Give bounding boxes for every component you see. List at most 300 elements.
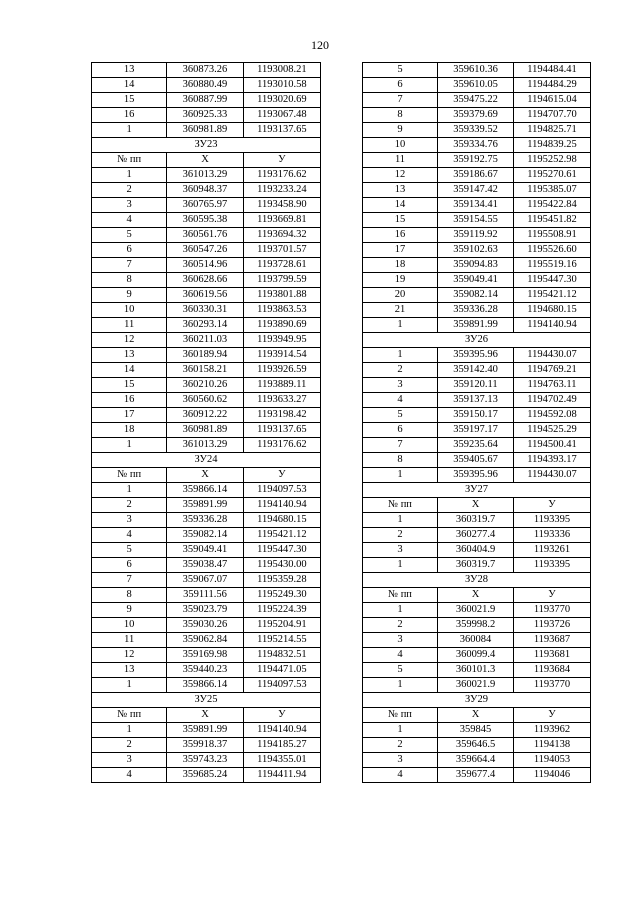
- column-header-x: X: [167, 708, 243, 723]
- point-number-cell: 3: [92, 198, 167, 213]
- y-coordinate-cell: 1193770: [514, 678, 591, 693]
- x-coordinate-cell: 359866.14: [167, 678, 243, 693]
- x-coordinate-cell: 360619.56: [167, 288, 243, 303]
- y-coordinate-cell: 1193067.48: [243, 108, 320, 123]
- table-row: [92, 243, 321, 258]
- y-coordinate-cell: 1193336: [514, 528, 591, 543]
- x-coordinate-cell: 359395.96: [438, 468, 514, 483]
- point-number-cell: 7: [92, 573, 167, 588]
- x-coordinate-cell: 360560.62: [167, 393, 243, 408]
- y-coordinate-cell: 1194430.07: [514, 348, 591, 363]
- y-coordinate-cell: 1193176.62: [243, 168, 320, 183]
- point-number-cell: 9: [92, 603, 167, 618]
- table-row: [363, 138, 591, 153]
- x-coordinate-cell: 359918.37: [167, 738, 243, 753]
- column-header-y: У: [243, 708, 320, 723]
- x-coordinate-cell: 360084: [438, 633, 514, 648]
- x-coordinate-cell: 359891.99: [167, 723, 243, 738]
- point-number-cell: 18: [363, 258, 438, 273]
- point-number-cell: 3: [363, 753, 438, 768]
- x-coordinate-cell: 359339.52: [438, 123, 514, 138]
- point-number-cell: 11: [92, 318, 167, 333]
- point-number-cell: 3: [92, 753, 167, 768]
- table-row: [363, 123, 591, 138]
- point-number-cell: 10: [92, 618, 167, 633]
- section-title-row: [363, 573, 591, 588]
- x-coordinate-cell: 360101.3: [438, 663, 514, 678]
- y-coordinate-cell: 1194393.17: [514, 453, 591, 468]
- table-header-row: [363, 588, 591, 603]
- point-number-cell: 3: [363, 543, 438, 558]
- table-row: [363, 348, 591, 363]
- y-coordinate-cell: 1195508.91: [514, 228, 591, 243]
- table-row: [92, 378, 321, 393]
- point-number-cell: 5: [92, 543, 167, 558]
- table-row: [92, 558, 321, 573]
- y-coordinate-cell: 1193458.90: [243, 198, 320, 213]
- table-row: [92, 543, 321, 558]
- y-coordinate-cell: 1194471.05: [243, 663, 320, 678]
- table-header-row: [92, 468, 321, 483]
- y-coordinate-cell: 1193889.11: [243, 378, 320, 393]
- table-row: [363, 408, 591, 423]
- x-coordinate-cell: 359664.4: [438, 753, 514, 768]
- x-coordinate-cell: 360547.26: [167, 243, 243, 258]
- y-coordinate-cell: 1193395: [514, 558, 591, 573]
- y-coordinate-cell: 1194525.29: [514, 423, 591, 438]
- point-number-cell: 10: [92, 303, 167, 318]
- point-number-cell: 12: [92, 333, 167, 348]
- table-row: [363, 618, 591, 633]
- table-row: [92, 93, 321, 108]
- y-coordinate-cell: 1194484.41: [514, 63, 591, 78]
- column-header-x: X: [438, 498, 514, 513]
- table-row: [92, 648, 321, 663]
- table-row: [92, 513, 321, 528]
- x-coordinate-cell: 360189.94: [167, 348, 243, 363]
- table-row: [363, 513, 591, 528]
- point-number-cell: 2: [363, 618, 438, 633]
- section-title: ЗУ28: [363, 573, 591, 588]
- table-row: [363, 423, 591, 438]
- table-row: [363, 288, 591, 303]
- x-coordinate-cell: 359067.07: [167, 573, 243, 588]
- table-row: [363, 318, 591, 333]
- point-number-cell: 13: [92, 348, 167, 363]
- column-header-y: У: [243, 468, 320, 483]
- point-number-cell: 8: [92, 588, 167, 603]
- column-header-x: X: [167, 468, 243, 483]
- section-title-row: [363, 483, 591, 498]
- column-header-number: № пп: [363, 498, 438, 513]
- table-row: [92, 213, 321, 228]
- x-coordinate-cell: 359334.76: [438, 138, 514, 153]
- x-coordinate-cell: 360021.9: [438, 603, 514, 618]
- x-coordinate-cell: 359049.41: [167, 543, 243, 558]
- point-number-cell: 1: [92, 438, 167, 453]
- point-number-cell: 1: [92, 168, 167, 183]
- y-coordinate-cell: 1193176.62: [243, 438, 320, 453]
- y-coordinate-cell: 1194680.15: [514, 303, 591, 318]
- x-coordinate-cell: 360277.4: [438, 528, 514, 543]
- x-coordinate-cell: 359440.23: [167, 663, 243, 678]
- point-number-cell: 20: [363, 288, 438, 303]
- y-coordinate-cell: 1193681: [514, 648, 591, 663]
- x-coordinate-cell: 359102.63: [438, 243, 514, 258]
- x-coordinate-cell: 359082.14: [167, 528, 243, 543]
- table-row: [92, 393, 321, 408]
- column-header-number: № пп: [92, 708, 167, 723]
- y-coordinate-cell: 1193020.69: [243, 93, 320, 108]
- x-coordinate-cell: 359677.4: [438, 768, 514, 783]
- point-number-cell: 15: [363, 213, 438, 228]
- section-title: ЗУ24: [92, 453, 321, 468]
- point-number-cell: 12: [92, 648, 167, 663]
- table-row: [92, 753, 321, 768]
- x-coordinate-cell: 360880.49: [167, 78, 243, 93]
- table-row: [363, 168, 591, 183]
- table-row: [363, 648, 591, 663]
- x-coordinate-cell: 360514.96: [167, 258, 243, 273]
- table-row: [92, 63, 321, 78]
- x-coordinate-cell: 360158.21: [167, 363, 243, 378]
- y-coordinate-cell: 1193010.58: [243, 78, 320, 93]
- y-coordinate-cell: 1195421.12: [514, 288, 591, 303]
- y-coordinate-cell: 1193701.57: [243, 243, 320, 258]
- x-coordinate-cell: 360887.99: [167, 93, 243, 108]
- table-row: [92, 108, 321, 123]
- x-coordinate-cell: 359866.14: [167, 483, 243, 498]
- table-row: [363, 273, 591, 288]
- table-row: [92, 723, 321, 738]
- x-coordinate-cell: 359197.17: [438, 423, 514, 438]
- point-number-cell: 7: [363, 438, 438, 453]
- y-coordinate-cell: 1194500.41: [514, 438, 591, 453]
- point-number-cell: 17: [92, 408, 167, 423]
- x-coordinate-cell: 359610.05: [438, 78, 514, 93]
- table-row: [363, 738, 591, 753]
- point-number-cell: 5: [363, 63, 438, 78]
- x-coordinate-cell: 360765.97: [167, 198, 243, 213]
- point-number-cell: 13: [92, 663, 167, 678]
- x-coordinate-cell: 359405.67: [438, 453, 514, 468]
- y-coordinate-cell: 1193801.88: [243, 288, 320, 303]
- table-row: [92, 618, 321, 633]
- table-row: [92, 363, 321, 378]
- table-row: [363, 558, 591, 573]
- table-row: [363, 393, 591, 408]
- x-coordinate-cell: 360211.03: [167, 333, 243, 348]
- table-row: [363, 438, 591, 453]
- y-coordinate-cell: 1194592.08: [514, 408, 591, 423]
- y-coordinate-cell: 1195422.84: [514, 198, 591, 213]
- table-header-row: [92, 708, 321, 723]
- point-number-cell: 5: [363, 663, 438, 678]
- table-row: [92, 483, 321, 498]
- point-number-cell: 1: [92, 123, 167, 138]
- x-coordinate-cell: 359137.13: [438, 393, 514, 408]
- y-coordinate-cell: 1194138: [514, 738, 591, 753]
- y-coordinate-cell: 1194615.04: [514, 93, 591, 108]
- point-number-cell: 6: [363, 78, 438, 93]
- y-coordinate-cell: 1195430.00: [243, 558, 320, 573]
- point-number-cell: 1: [92, 723, 167, 738]
- point-number-cell: 2: [92, 498, 167, 513]
- column-header-y: У: [514, 708, 591, 723]
- y-coordinate-cell: 1194097.53: [243, 678, 320, 693]
- point-number-cell: 6: [92, 558, 167, 573]
- point-number-cell: 7: [92, 258, 167, 273]
- x-coordinate-cell: 359395.96: [438, 348, 514, 363]
- x-coordinate-cell: 359119.92: [438, 228, 514, 243]
- point-number-cell: 1: [363, 723, 438, 738]
- table-row: [92, 168, 321, 183]
- table-row: [92, 183, 321, 198]
- table-row: [92, 633, 321, 648]
- x-coordinate-cell: 360404.9: [438, 543, 514, 558]
- table-row: [92, 408, 321, 423]
- table-row: [363, 663, 591, 678]
- y-coordinate-cell: 1194053: [514, 753, 591, 768]
- column-header-x: X: [438, 708, 514, 723]
- y-coordinate-cell: 1193008.21: [243, 63, 320, 78]
- table-row: [92, 423, 321, 438]
- table-row: [363, 378, 591, 393]
- y-coordinate-cell: 1193669.81: [243, 213, 320, 228]
- x-coordinate-cell: 359743.23: [167, 753, 243, 768]
- table-row: [92, 228, 321, 243]
- table-row: [92, 318, 321, 333]
- y-coordinate-cell: 1193890.69: [243, 318, 320, 333]
- x-coordinate-cell: 359111.56: [167, 588, 243, 603]
- y-coordinate-cell: 1193633.27: [243, 393, 320, 408]
- x-coordinate-cell: 359030.26: [167, 618, 243, 633]
- point-number-cell: 17: [363, 243, 438, 258]
- table-row: [363, 258, 591, 273]
- point-number-cell: 1: [363, 558, 438, 573]
- table-row: [363, 603, 591, 618]
- table-row: [92, 603, 321, 618]
- y-coordinate-cell: 1193914.54: [243, 348, 320, 363]
- point-number-cell: 4: [363, 393, 438, 408]
- y-coordinate-cell: 1194832.51: [243, 648, 320, 663]
- x-coordinate-cell: 359379.69: [438, 108, 514, 123]
- point-number-cell: 16: [92, 108, 167, 123]
- x-coordinate-cell: 360319.7: [438, 558, 514, 573]
- table-row: [92, 198, 321, 213]
- column-header-number: № пп: [363, 588, 438, 603]
- table-row: [92, 663, 321, 678]
- table-row: [363, 303, 591, 318]
- coordinates-table-right: [362, 62, 591, 783]
- y-coordinate-cell: 1194411.94: [243, 768, 320, 783]
- y-coordinate-cell: 1194140.94: [514, 318, 591, 333]
- y-coordinate-cell: 1194680.15: [243, 513, 320, 528]
- point-number-cell: 9: [92, 288, 167, 303]
- section-title: ЗУ27: [363, 483, 591, 498]
- y-coordinate-cell: 1193198.42: [243, 408, 320, 423]
- table-row: [92, 678, 321, 693]
- y-coordinate-cell: 1195224.39: [243, 603, 320, 618]
- x-coordinate-cell: 360981.89: [167, 423, 243, 438]
- x-coordinate-cell: 359023.79: [167, 603, 243, 618]
- x-coordinate-cell: 359062.84: [167, 633, 243, 648]
- column-header-number: № пп: [363, 708, 438, 723]
- y-coordinate-cell: 1193770: [514, 603, 591, 618]
- point-number-cell: 14: [92, 363, 167, 378]
- table-row: [92, 123, 321, 138]
- x-coordinate-cell: 359891.99: [167, 498, 243, 513]
- x-coordinate-cell: 359998.2: [438, 618, 514, 633]
- point-number-cell: 11: [92, 633, 167, 648]
- table-row: [92, 768, 321, 783]
- point-number-cell: 1: [92, 483, 167, 498]
- table-row: [363, 723, 591, 738]
- x-coordinate-cell: 359049.41: [438, 273, 514, 288]
- x-coordinate-cell: 360873.26: [167, 63, 243, 78]
- y-coordinate-cell: 1193962: [514, 723, 591, 738]
- point-number-cell: 4: [92, 768, 167, 783]
- table-row: [92, 333, 321, 348]
- y-coordinate-cell: 1193728.61: [243, 258, 320, 273]
- section-title-row: [92, 138, 321, 153]
- table-row: [363, 468, 591, 483]
- x-coordinate-cell: 360561.76: [167, 228, 243, 243]
- point-number-cell: 6: [363, 423, 438, 438]
- x-coordinate-cell: 359082.14: [438, 288, 514, 303]
- y-coordinate-cell: 1195385.07: [514, 183, 591, 198]
- table-header-row: [92, 153, 321, 168]
- point-number-cell: 8: [363, 453, 438, 468]
- x-coordinate-cell: 360021.9: [438, 678, 514, 693]
- point-number-cell: 8: [92, 273, 167, 288]
- section-title-row: [363, 333, 591, 348]
- y-coordinate-cell: 1193694.32: [243, 228, 320, 243]
- x-coordinate-cell: 361013.29: [167, 168, 243, 183]
- table-row: [92, 303, 321, 318]
- x-coordinate-cell: 360925.33: [167, 108, 243, 123]
- point-number-cell: 15: [92, 378, 167, 393]
- y-coordinate-cell: 1194839.25: [514, 138, 591, 153]
- x-coordinate-cell: 361013.29: [167, 438, 243, 453]
- table-row: [363, 768, 591, 783]
- table-row: [363, 228, 591, 243]
- y-coordinate-cell: 1193726: [514, 618, 591, 633]
- table-row: [92, 288, 321, 303]
- point-number-cell: 18: [92, 423, 167, 438]
- x-coordinate-cell: 360595.38: [167, 213, 243, 228]
- point-number-cell: 2: [363, 528, 438, 543]
- page-number: 120: [311, 38, 329, 52]
- table-row: [92, 573, 321, 588]
- point-number-cell: 12: [363, 168, 438, 183]
- x-coordinate-cell: 360981.89: [167, 123, 243, 138]
- point-number-cell: 4: [363, 648, 438, 663]
- x-coordinate-cell: 359845: [438, 723, 514, 738]
- table-row: [92, 78, 321, 93]
- table-row: [92, 258, 321, 273]
- y-coordinate-cell: 1194140.94: [243, 498, 320, 513]
- table-row: [363, 153, 591, 168]
- point-number-cell: 5: [92, 228, 167, 243]
- x-coordinate-cell: 359147.42: [438, 183, 514, 198]
- x-coordinate-cell: 359192.75: [438, 153, 514, 168]
- point-number-cell: 4: [363, 768, 438, 783]
- y-coordinate-cell: 1193261: [514, 543, 591, 558]
- x-coordinate-cell: 360293.14: [167, 318, 243, 333]
- table-header-row: [363, 708, 591, 723]
- section-title: ЗУ25: [92, 693, 321, 708]
- table-row: [92, 528, 321, 543]
- point-number-cell: 8: [363, 108, 438, 123]
- x-coordinate-cell: 359336.28: [167, 513, 243, 528]
- x-coordinate-cell: 359150.17: [438, 408, 514, 423]
- point-number-cell: 14: [92, 78, 167, 93]
- x-coordinate-cell: 359610.36: [438, 63, 514, 78]
- section-title-row: [92, 693, 321, 708]
- x-coordinate-cell: 360319.7: [438, 513, 514, 528]
- point-number-cell: 1: [363, 468, 438, 483]
- table-row: [92, 738, 321, 753]
- point-number-cell: 3: [363, 633, 438, 648]
- point-number-cell: 9: [363, 123, 438, 138]
- y-coordinate-cell: 1194707.70: [514, 108, 591, 123]
- y-coordinate-cell: 1194825.71: [514, 123, 591, 138]
- x-coordinate-cell: 359094.83: [438, 258, 514, 273]
- y-coordinate-cell: 1195252.98: [514, 153, 591, 168]
- point-number-cell: 13: [92, 63, 167, 78]
- point-number-cell: 2: [363, 363, 438, 378]
- table-row: [363, 93, 591, 108]
- table-row: [363, 198, 591, 213]
- point-number-cell: 16: [92, 393, 167, 408]
- point-number-cell: 6: [92, 243, 167, 258]
- x-coordinate-cell: 359134.41: [438, 198, 514, 213]
- table-row: [363, 183, 591, 198]
- y-coordinate-cell: 1195526.60: [514, 243, 591, 258]
- y-coordinate-cell: 1194097.53: [243, 483, 320, 498]
- point-number-cell: 3: [92, 513, 167, 528]
- point-number-cell: 3: [363, 378, 438, 393]
- point-number-cell: 1: [363, 603, 438, 618]
- y-coordinate-cell: 1194763.11: [514, 378, 591, 393]
- y-coordinate-cell: 1195447.30: [243, 543, 320, 558]
- column-header-x: X: [438, 588, 514, 603]
- section-title: ЗУ23: [92, 138, 321, 153]
- point-number-cell: 13: [363, 183, 438, 198]
- x-coordinate-cell: 359169.98: [167, 648, 243, 663]
- column-header-number: № пп: [92, 468, 167, 483]
- point-number-cell: 11: [363, 153, 438, 168]
- y-coordinate-cell: 1193137.65: [243, 123, 320, 138]
- x-coordinate-cell: 360948.37: [167, 183, 243, 198]
- point-number-cell: 1: [363, 678, 438, 693]
- table-row: [363, 63, 591, 78]
- x-coordinate-cell: 359038.47: [167, 558, 243, 573]
- point-number-cell: 2: [92, 738, 167, 753]
- point-number-cell: 7: [363, 93, 438, 108]
- y-coordinate-cell: 1195421.12: [243, 528, 320, 543]
- y-coordinate-cell: 1195519.16: [514, 258, 591, 273]
- x-coordinate-cell: 359685.24: [167, 768, 243, 783]
- y-coordinate-cell: 1194046: [514, 768, 591, 783]
- point-number-cell: 4: [92, 528, 167, 543]
- table-row: [92, 438, 321, 453]
- x-coordinate-cell: 360330.31: [167, 303, 243, 318]
- x-coordinate-cell: 359235.64: [438, 438, 514, 453]
- x-coordinate-cell: 359891.99: [438, 318, 514, 333]
- y-coordinate-cell: 1193233.24: [243, 183, 320, 198]
